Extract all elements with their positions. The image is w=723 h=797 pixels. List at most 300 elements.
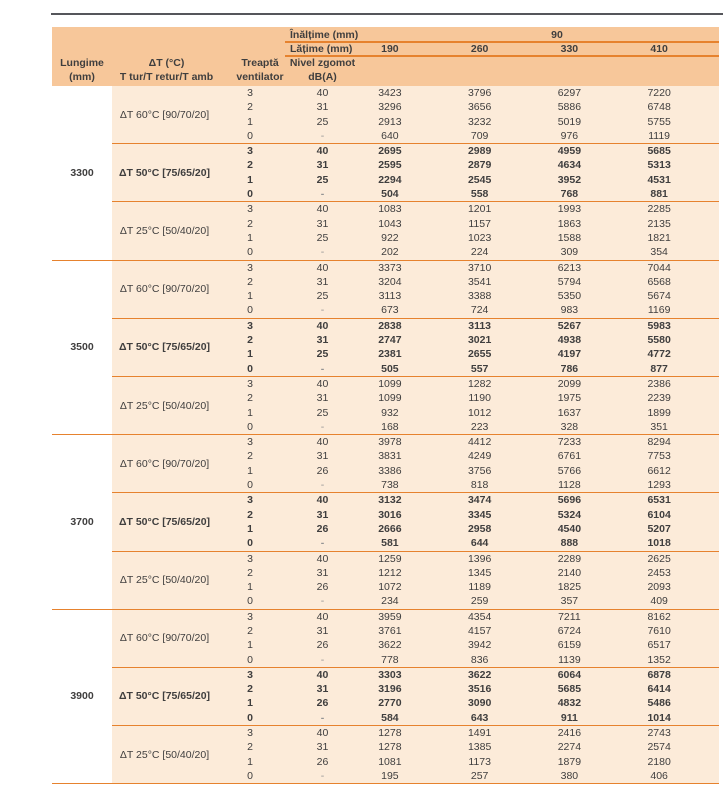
output-value-cell: 234 (381, 595, 399, 608)
noise-level-cell: - (320, 246, 325, 259)
length-group (52, 435, 719, 610)
output-value-cell: 2545 (467, 173, 492, 186)
delta-t-cell: ΔT 60°C [90/70/20] (119, 283, 210, 296)
output-value-cell: 1975 (557, 392, 582, 405)
output-value-cell: 7211 (558, 610, 581, 623)
output-value-cell: 6568 (647, 275, 671, 288)
output-value-cell: 5486 (647, 697, 671, 710)
noise-level-cell: 40 (316, 727, 329, 740)
delta-t-cell: ΔT 25°C [50/40/20] (119, 574, 210, 587)
fan-step-cell: 0 (247, 304, 253, 317)
output-value-cell: 3796 (467, 87, 492, 99)
length-cell: 3900 (52, 610, 112, 784)
output-value-cell: 409 (650, 595, 668, 608)
noise-level-cell: 40 (316, 610, 329, 623)
output-value-cell: 7044 (647, 261, 671, 274)
output-value-cell: 1081 (378, 755, 402, 768)
table-header (52, 27, 719, 86)
fan-step-cell: 1 (247, 697, 253, 710)
output-value-cell: 6159 (557, 639, 582, 652)
output-value-cell: 195 (381, 769, 399, 782)
fan-step-cell: 3 (247, 552, 253, 565)
output-value-cell: 3204 (378, 275, 402, 288)
output-value-cell: 1879 (557, 755, 582, 768)
output-value-cell: 2625 (647, 552, 671, 565)
fan-step-cell: 1 (247, 406, 253, 419)
noise-level-cell: - (320, 711, 325, 724)
noise-level-cell: 25 (316, 406, 329, 419)
output-value-cell: 6517 (647, 639, 671, 652)
noise-level-cell: 40 (316, 261, 329, 274)
length-column-header-line1: Lungime (60, 57, 104, 69)
noise-level-cell: - (320, 769, 325, 782)
fan-step-cell: 0 (247, 653, 253, 666)
output-value-cell: 1588 (557, 231, 582, 244)
output-value-cell: 558 (470, 188, 489, 201)
noise-level-cell: - (320, 595, 325, 608)
output-value-cell: 4412 (467, 436, 492, 449)
output-value-cell: 1189 (468, 581, 491, 594)
output-value-cell: 983 (560, 304, 579, 317)
fan-step-cell: 2 (247, 566, 253, 579)
output-value-cell: 557 (470, 362, 489, 375)
output-value-cell: 1201 (467, 203, 492, 216)
output-value-cell: 8162 (647, 610, 671, 623)
output-value-cell: 4249 (467, 450, 492, 463)
output-value-cell: 5580 (647, 334, 671, 347)
width-value-330: 330 (560, 43, 579, 55)
delta-t-cell: ΔT 25°C [50/40/20] (119, 399, 210, 412)
output-value-cell: 1099 (378, 377, 402, 390)
output-value-cell: 2140 (557, 566, 582, 579)
output-value-cell: 1278 (378, 727, 402, 740)
output-value-cell: 6748 (647, 101, 671, 114)
output-value-cell: 7233 (557, 436, 582, 449)
noise-level-cell: 25 (316, 348, 329, 361)
output-value-cell: 911 (560, 711, 578, 724)
output-value-cell: 3761 (378, 624, 402, 637)
fan-step-cell: 2 (247, 334, 253, 347)
length-group-rows (112, 610, 719, 784)
fan-step-cell: 2 (247, 275, 253, 288)
noise-level-cell: 31 (316, 508, 329, 521)
output-value-cell: 3386 (378, 464, 402, 477)
fan-step-cell: 1 (247, 115, 253, 128)
output-value-cell: 1491 (467, 727, 492, 740)
output-value-cell: 2453 (647, 566, 671, 579)
noise-level-cell: - (320, 537, 325, 550)
fan-step-cell: 2 (247, 392, 253, 405)
output-value-cell: 640 (381, 129, 399, 142)
output-value-cell: 257 (470, 769, 489, 782)
output-value-cell: 3831 (378, 450, 402, 463)
output-value-cell: 168 (381, 420, 399, 433)
length-column-header (52, 57, 112, 84)
noise-level-cell: - (320, 420, 325, 433)
output-value-cell: 4832 (557, 697, 582, 710)
output-value-cell: 328 (560, 420, 579, 433)
output-value-cell: 836 (470, 653, 489, 666)
fan-step-cell: 0 (247, 711, 253, 724)
noise-level-cell: 40 (316, 552, 329, 565)
output-value-cell: 5983 (647, 319, 671, 332)
noise-level-cell: 40 (316, 436, 329, 449)
noise-level-cell: 31 (316, 624, 329, 637)
noise-level-cell: 26 (316, 522, 329, 535)
length-cell: 3300 (52, 86, 112, 260)
fan-step-cell: 0 (247, 129, 253, 142)
length-group-rows (112, 261, 719, 435)
length-group-rows (112, 435, 719, 609)
output-value-cell: 259 (470, 595, 489, 608)
length-column-header-line2: (mm) (69, 70, 95, 83)
fan-step-cell: 1 (247, 581, 253, 594)
output-value-cell: 1023 (467, 231, 492, 244)
spec-table (52, 27, 719, 784)
output-value-cell: 3756 (467, 464, 492, 477)
output-value-cell: 354 (650, 246, 668, 259)
output-value-cell: 6414 (647, 683, 671, 696)
fan-step-cell: 2 (247, 101, 253, 114)
output-value-cell: 6297 (557, 87, 582, 99)
output-value-cell: 1863 (557, 217, 582, 230)
noise-level-cell: - (320, 362, 325, 375)
output-value-cell: 5886 (557, 101, 582, 114)
output-value-cell: 1083 (378, 203, 402, 216)
noise-level-cell: 31 (316, 450, 329, 463)
output-value-cell: 2381 (378, 348, 402, 361)
output-value-cell: 584 (381, 711, 399, 724)
fan-step-cell: 1 (247, 348, 253, 361)
noise-level-cell: 40 (316, 145, 329, 158)
output-value-cell: 1012 (467, 406, 492, 419)
fan-step-cell: 3 (247, 203, 253, 216)
output-value-cell: 3016 (378, 508, 402, 521)
delta-t-block (112, 492, 719, 550)
output-value-cell: 1259 (378, 552, 402, 565)
output-value-cell: 3942 (467, 639, 492, 652)
output-value-cell: 6878 (647, 668, 671, 681)
output-value-cell: 3622 (467, 668, 492, 681)
noise-level-cell: 40 (316, 319, 329, 332)
output-value-cell: 1352 (647, 653, 671, 666)
noise-level-cell: 40 (316, 668, 329, 681)
fan-step-cell: 0 (247, 479, 253, 492)
width-value-410: 410 (650, 43, 668, 55)
output-value-cell: 818 (470, 479, 489, 492)
fan-step-cell: 2 (247, 508, 253, 521)
delta-t-cell: ΔT 50°C [75/65/20] (118, 515, 211, 528)
output-value-cell: 8294 (647, 436, 671, 449)
length-cell: 3500 (52, 261, 112, 435)
delta-t-block (112, 610, 719, 667)
fan-step-cell: 2 (247, 217, 253, 230)
output-value-cell: 7753 (647, 450, 671, 463)
output-value-cell: 3959 (378, 610, 402, 623)
output-value-cell: 3113 (468, 319, 492, 332)
output-value-cell: 309 (560, 246, 579, 259)
output-value-cell: 1385 (467, 741, 492, 754)
output-value-cell: 1157 (468, 217, 491, 230)
noise-level-cell: 26 (316, 755, 329, 768)
output-value-cell: 738 (381, 479, 399, 492)
fan-step-cell: 2 (247, 624, 253, 637)
noise-level-cell: - (320, 129, 325, 142)
output-value-cell: 922 (381, 231, 399, 244)
output-value-cell: 786 (560, 362, 579, 375)
output-value-cell: 5674 (647, 290, 671, 303)
output-value-cell: 2294 (378, 173, 402, 186)
fan-step-cell: 3 (247, 87, 253, 99)
delta-t-column-header (112, 57, 235, 84)
noise-level-cell: 26 (316, 639, 329, 652)
noise-level-cell: 31 (316, 101, 329, 114)
output-value-cell: 6612 (647, 464, 671, 477)
delta-t-block (112, 667, 719, 725)
fan-step-column-header-line1: Treaptă (241, 57, 279, 69)
fan-step-cell: 3 (247, 668, 253, 681)
output-value-cell: 4634 (557, 159, 582, 172)
fan-step-cell: 1 (247, 173, 253, 186)
noise-level-column-header-line2: dB(A) (308, 70, 337, 83)
delta-t-cell: ΔT 50°C [75/65/20] (118, 341, 211, 354)
fan-step-cell: 2 (247, 741, 253, 754)
output-value-cell: 5755 (647, 115, 671, 128)
fan-step-cell: 3 (247, 494, 253, 507)
output-value-cell: 768 (560, 188, 579, 201)
output-value-cell: 2099 (557, 377, 582, 390)
output-value-cell: 1821 (647, 231, 671, 244)
output-value-cell: 2838 (378, 319, 402, 332)
output-value-cell: 3373 (378, 261, 402, 274)
output-value-cell: 3132 (378, 494, 402, 507)
noise-level-cell: 40 (316, 87, 329, 99)
delta-t-column-header-line1: ΔT (°C) (148, 57, 185, 69)
output-value-cell: 1278 (378, 741, 402, 754)
delta-t-cell: ΔT 60°C [90/70/20] (119, 632, 210, 645)
output-value-cell: 6724 (557, 624, 582, 637)
output-value-cell: 2695 (378, 145, 402, 158)
fan-step-cell: 0 (247, 420, 253, 433)
length-group (52, 610, 719, 785)
output-value-cell: 2666 (378, 522, 402, 535)
output-value-cell: 888 (560, 537, 579, 550)
output-value-cell: 3952 (557, 173, 582, 186)
output-value-cell: 5696 (557, 494, 582, 507)
output-value-cell: 1637 (557, 406, 582, 419)
noise-level-cell: 25 (316, 115, 329, 128)
output-value-cell: 3516 (467, 683, 492, 696)
output-value-cell: 877 (650, 362, 668, 375)
output-value-cell: 4772 (647, 348, 671, 361)
output-value-cell: 3296 (378, 101, 402, 114)
output-value-cell: 3710 (467, 261, 492, 274)
delta-t-block (112, 318, 719, 376)
output-value-cell: 3113 (378, 290, 402, 303)
noise-level-cell: 31 (316, 566, 329, 579)
noise-level-cell: - (320, 188, 325, 201)
output-value-cell: 7610 (647, 624, 671, 637)
output-value-cell: 505 (381, 362, 399, 375)
output-value-cell: 1396 (467, 552, 492, 565)
fan-step-column-header (235, 57, 285, 84)
output-value-cell: 4197 (557, 348, 582, 361)
output-value-cell: 2655 (467, 348, 492, 361)
fan-step-cell: 2 (247, 683, 253, 696)
output-value-cell: 2274 (557, 741, 582, 754)
output-value-cell: 2958 (467, 522, 492, 535)
output-value-cell: 3232 (467, 115, 492, 128)
delta-t-block (112, 725, 719, 783)
output-value-cell: 4531 (647, 173, 671, 186)
fan-step-cell: 1 (247, 639, 253, 652)
output-value-cell: 2093 (647, 581, 671, 594)
length-group-rows (112, 86, 719, 260)
output-value-cell: 1190 (468, 392, 491, 405)
noise-level-cell: 40 (316, 203, 329, 216)
output-value-cell: 1212 (378, 566, 402, 579)
fan-step-cell: 3 (247, 261, 253, 274)
output-value-cell: 643 (470, 711, 489, 724)
output-value-cell: 3656 (467, 101, 492, 114)
delta-t-block (112, 143, 719, 201)
output-value-cell: 224 (470, 246, 489, 259)
output-value-cell: 504 (381, 188, 399, 201)
fan-step-cell: 1 (247, 522, 253, 535)
output-value-cell: 2770 (378, 697, 402, 710)
output-value-cell: 1825 (557, 581, 582, 594)
output-value-cell: 3622 (378, 639, 402, 652)
output-value-cell: 5766 (557, 464, 582, 477)
output-value-cell: 4959 (557, 145, 582, 158)
output-value-cell: 2574 (647, 741, 671, 754)
delta-t-block (112, 551, 719, 609)
fan-step-cell: 0 (247, 537, 253, 550)
delta-t-block (112, 376, 719, 434)
fan-step-cell: 1 (247, 755, 253, 768)
output-value-cell: 380 (560, 769, 579, 782)
fan-step-cell: 3 (247, 610, 253, 623)
noise-level-column-header-line1: Nivel zgomot (289, 57, 356, 69)
fan-step-cell: 1 (247, 464, 253, 477)
output-value-cell: 5267 (557, 319, 582, 332)
noise-level-cell: 26 (316, 581, 329, 594)
table-top-rule (51, 13, 723, 15)
fan-step-cell: 0 (247, 362, 253, 375)
output-value-cell: 4157 (467, 624, 492, 637)
length-group (52, 86, 719, 261)
noise-level-cell: 25 (316, 290, 329, 303)
output-value-cell: 3541 (467, 275, 492, 288)
output-value-cell: 1139 (558, 653, 581, 666)
delta-t-cell: ΔT 50°C [75/65/20] (118, 690, 211, 703)
noise-level-cell: - (320, 479, 325, 492)
output-value-cell: 1899 (647, 406, 671, 419)
output-value-cell: 2285 (647, 203, 671, 216)
output-value-cell: 6213 (557, 261, 582, 274)
output-value-cell: 581 (381, 537, 399, 550)
fan-step-cell: 0 (247, 246, 253, 259)
noise-level-cell: 40 (316, 494, 329, 507)
output-value-cell: 4354 (467, 610, 492, 623)
output-value-cell: 3423 (378, 87, 402, 99)
noise-level-cell: 31 (316, 683, 329, 696)
output-value-cell: 709 (470, 129, 489, 142)
output-value-cell: 5685 (647, 145, 671, 158)
fan-step-cell: 2 (247, 159, 253, 172)
output-value-cell: 3196 (378, 683, 402, 696)
noise-level-cell: 31 (316, 741, 329, 754)
output-value-cell: 3474 (467, 494, 492, 507)
noise-level-cell: 31 (316, 159, 329, 172)
fan-step-cell: 1 (247, 231, 253, 244)
delta-t-block (112, 86, 719, 143)
output-value-cell: 2913 (378, 115, 402, 128)
output-value-cell: 3021 (467, 334, 492, 347)
fan-step-cell: 2 (247, 450, 253, 463)
output-value-cell: 2239 (647, 392, 671, 405)
noise-level-cell: 31 (316, 275, 329, 288)
output-value-cell: 5794 (557, 275, 582, 288)
output-value-cell: 202 (381, 246, 399, 259)
noise-level-cell: 31 (316, 217, 329, 230)
output-value-cell: 976 (560, 129, 579, 142)
output-value-cell: 223 (470, 420, 489, 433)
noise-level-cell: - (320, 653, 325, 666)
delta-t-block (112, 435, 719, 492)
fan-step-cell: 0 (247, 188, 253, 201)
output-value-cell: 6064 (557, 668, 582, 681)
output-value-cell: 4540 (557, 522, 582, 535)
noise-level-cell: 31 (316, 334, 329, 347)
width-value-190: 190 (381, 43, 399, 55)
noise-level-cell: 25 (316, 231, 329, 244)
noise-level-cell: 31 (316, 392, 329, 405)
output-value-cell: 2289 (557, 552, 582, 565)
noise-level-cell: 26 (316, 464, 329, 477)
width-value-260: 260 (470, 43, 489, 55)
output-value-cell: 1293 (647, 479, 671, 492)
delta-t-block (112, 201, 719, 259)
noise-level-cell: - (320, 304, 325, 317)
output-value-cell: 1282 (467, 377, 492, 390)
output-value-cell: 2180 (647, 755, 671, 768)
output-value-cell: 5019 (557, 115, 582, 128)
length-cell: 3700 (52, 435, 112, 609)
fan-step-cell: 3 (247, 145, 253, 158)
output-value-cell: 357 (560, 595, 579, 608)
output-value-cell: 7220 (647, 87, 671, 99)
output-value-cell: 2386 (647, 377, 671, 390)
fan-step-cell: 1 (247, 290, 253, 303)
delta-t-column-header-line2: T tur/T retur/T amb (119, 70, 214, 83)
output-value-cell: 6761 (557, 450, 582, 463)
output-value-cell: 2743 (647, 727, 671, 740)
delta-t-block (112, 261, 719, 318)
output-value-cell: 5324 (557, 508, 582, 521)
width-header-label: Lățime (mm) (290, 43, 353, 55)
output-value-cell: 1169 (647, 304, 671, 317)
output-value-cell: 5207 (647, 522, 671, 535)
output-value-cell: 932 (381, 406, 399, 419)
output-value-cell: 2879 (467, 159, 492, 172)
output-value-cell: 1018 (647, 537, 671, 550)
height-value: 90 (551, 28, 563, 41)
fan-step-cell: 3 (247, 436, 253, 449)
output-value-cell: 406 (650, 769, 668, 782)
output-value-cell: 1043 (378, 217, 402, 230)
fan-step-cell: 3 (247, 319, 253, 332)
